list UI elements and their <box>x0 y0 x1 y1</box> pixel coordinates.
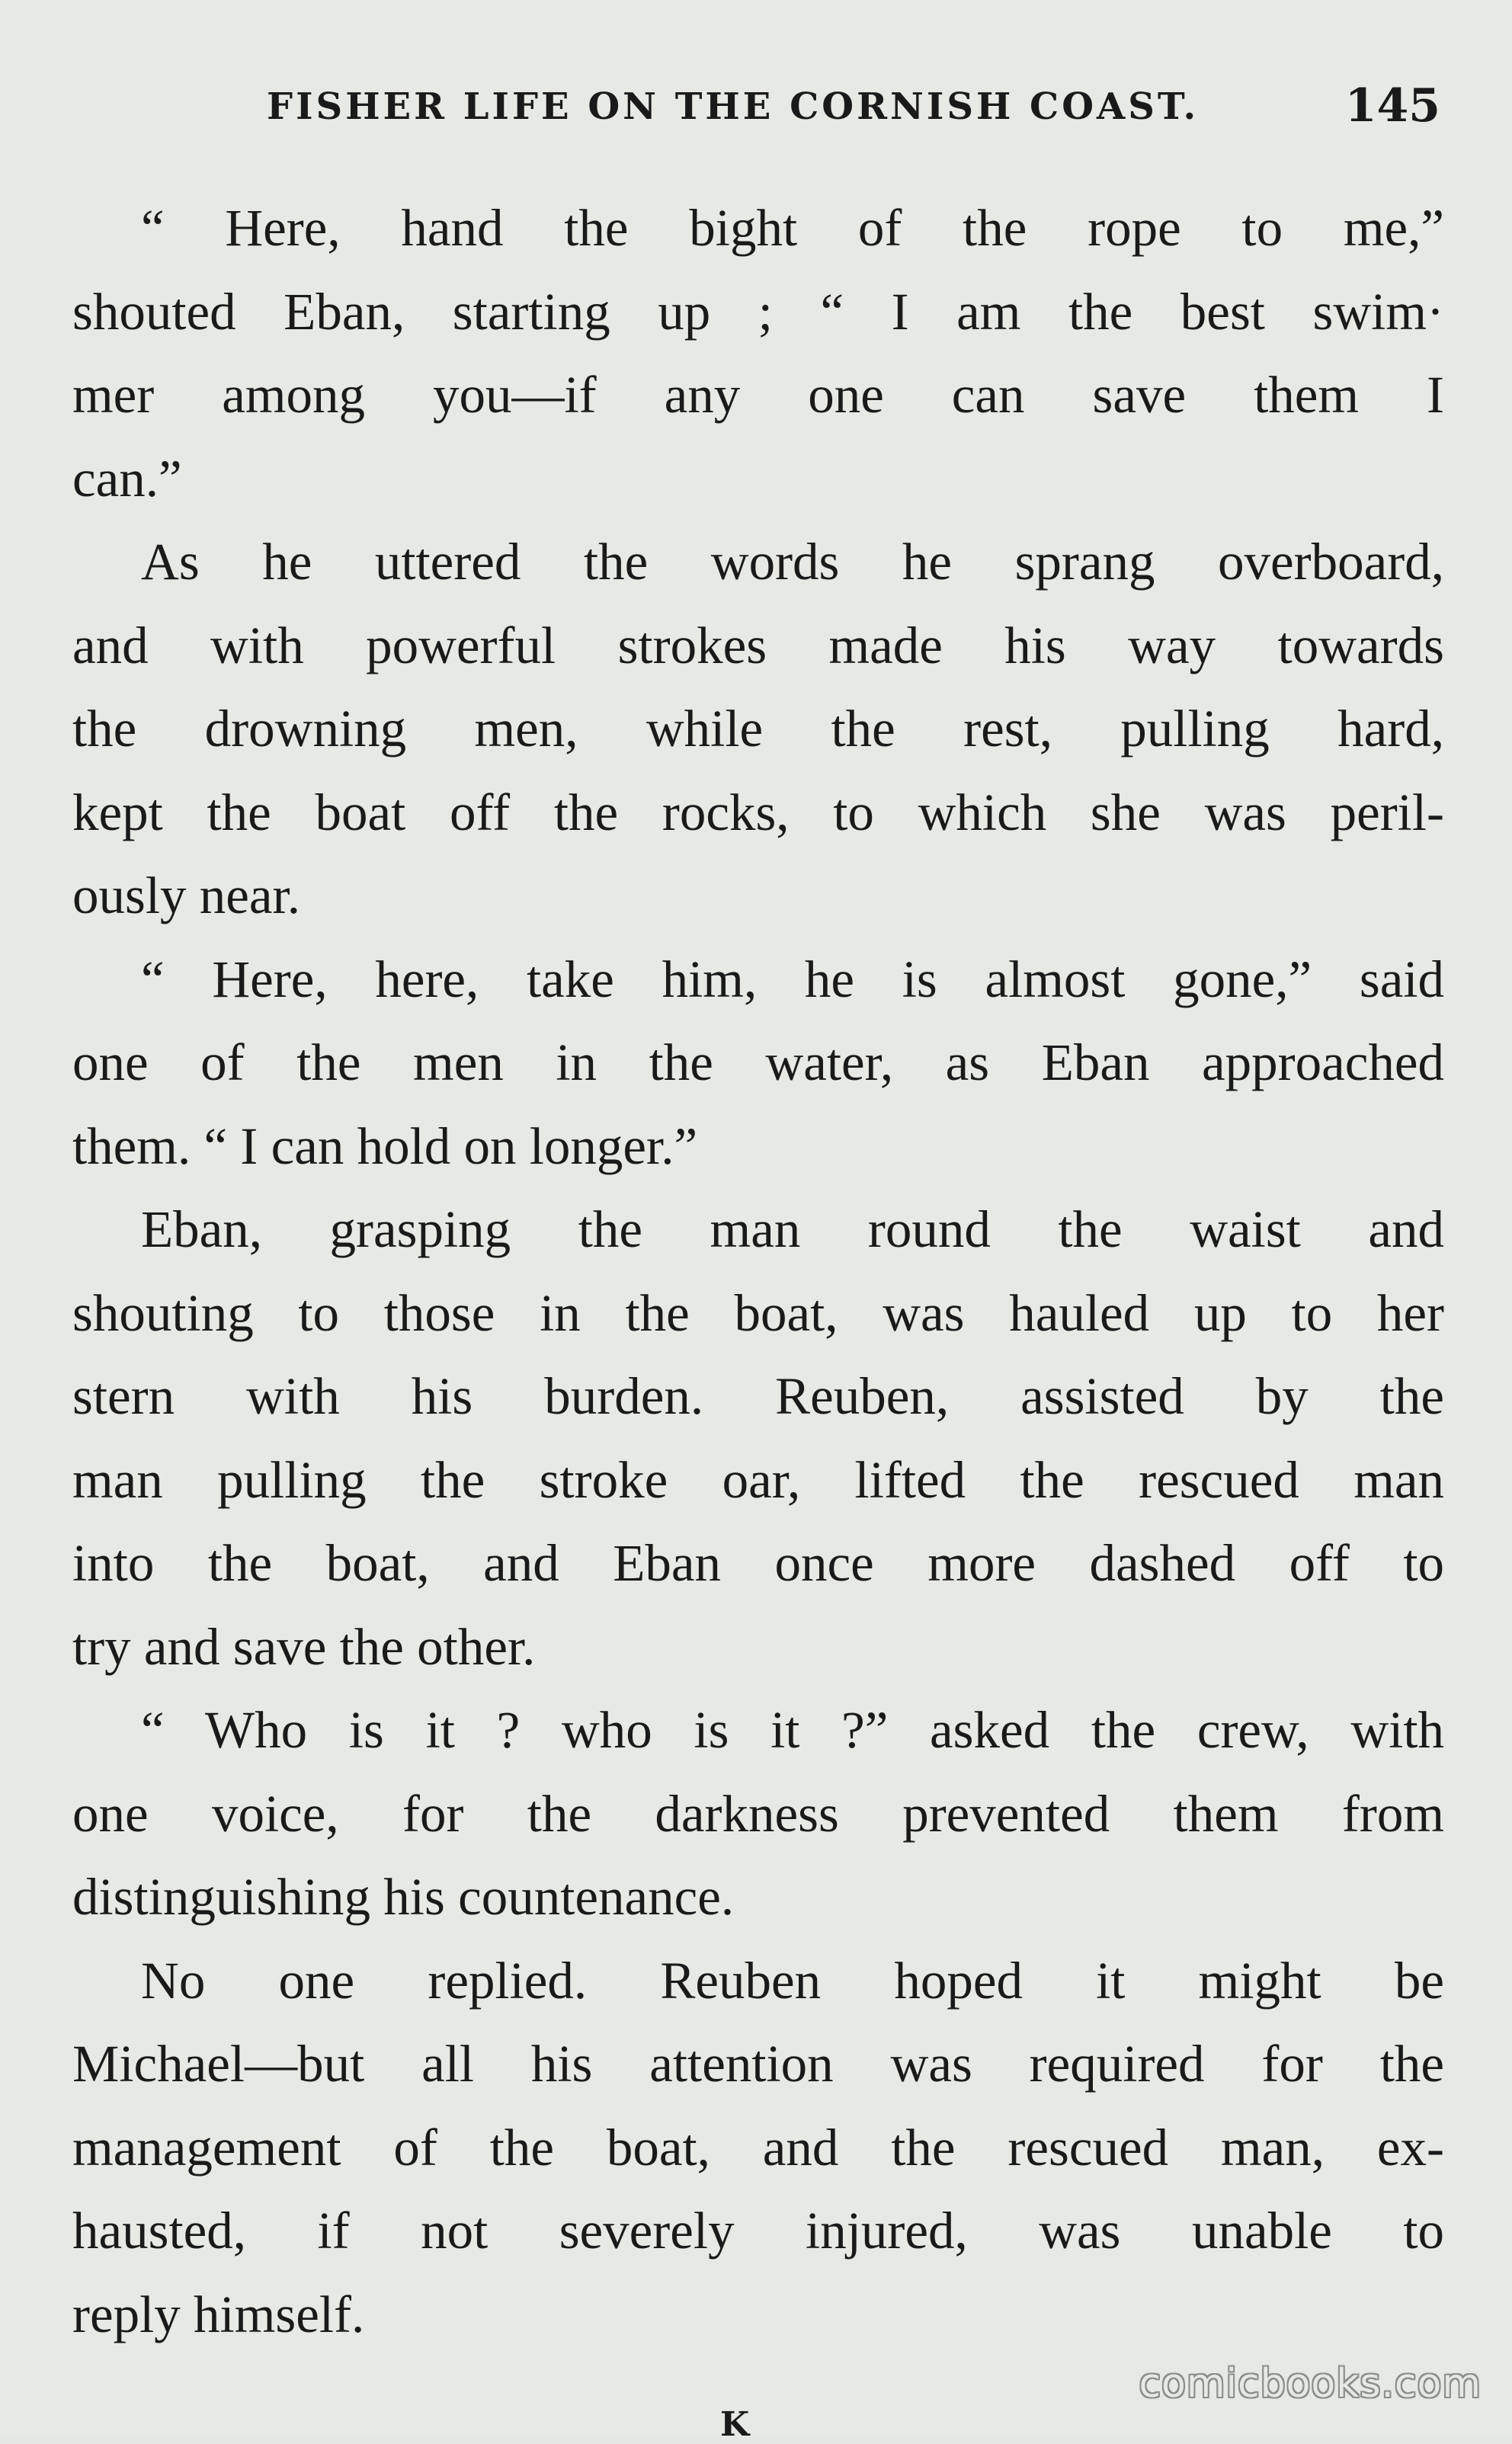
text-line: shouted Eban, starting up ; “ I am the best swim· <box>72 282 1444 341</box>
text-line: “ Who is it ? who is it ?” asked the crew, with <box>141 1701 1444 1759</box>
text-line: As he uttered the words he sprang overboard, <box>141 533 1444 591</box>
text-line: and with powerful strokes made his way towards <box>72 616 1444 674</box>
body-text <box>72 187 1444 2356</box>
text-line: one of the men in the water, as Eban approached <box>72 1033 1444 1091</box>
text-line: ously near. <box>72 866 300 924</box>
text-line: Michael—but all his attention was required for the <box>72 2035 1444 2093</box>
text-line: man pulling the stroke oar, lifted the rescued man <box>72 1450 1444 1509</box>
running-head <box>267 79 1440 133</box>
text-line: “ Here, hand the bight of the rope to me,” <box>141 199 1444 257</box>
text-line: management of the boat, and the rescued man, ex- <box>72 2118 1444 2177</box>
text-line: No one replied. Reuben hoped it might be <box>141 1951 1444 2010</box>
page-number: 145 <box>1344 79 1440 133</box>
text-line: shouting to those in the boat, was hauled up to her <box>72 1283 1444 1342</box>
watermark: comicbooks.com <box>1139 2361 1482 2407</box>
text-line: reply himself. <box>72 2285 365 2343</box>
text-line: hausted, if not severely injured, was unable to <box>72 2202 1444 2260</box>
text-line: Eban, grasping the man round the waist and <box>141 1200 1444 1258</box>
signature-mark: K <box>720 2405 750 2444</box>
text-line: the drowning men, while the rest, pulling hard, <box>72 700 1444 758</box>
text-line: distinguishing his countenance. <box>72 1868 735 1926</box>
text-line: can.” <box>72 449 182 508</box>
text-line: into the boat, and Eban once more dashed off to <box>72 1534 1444 1592</box>
text-line: kept the boat off the rocks, to which she was peril- <box>72 783 1444 841</box>
running-title: FISHER LIFE ON THE CORNISH COAST. <box>267 85 1200 128</box>
text-line: stern with his burden. Reuben, assisted by the <box>72 1367 1444 1425</box>
text-line: “ Here, here, take him, he is almost gone,” said <box>141 950 1444 1008</box>
text-line: them. “ I can hold on longer.” <box>72 1116 698 1175</box>
text-line: one voice, for the darkness prevented them from <box>72 1784 1444 1843</box>
text-line: try and save the other. <box>72 1617 536 1676</box>
text-line: mer among you—if any one can save them I <box>72 366 1444 424</box>
